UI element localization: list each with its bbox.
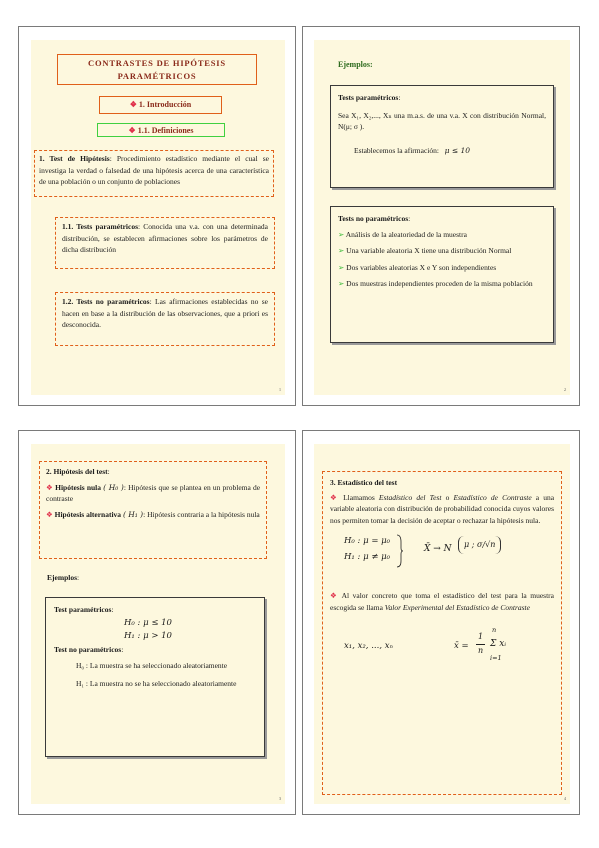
diamond-bullet-icon: ❖	[46, 482, 53, 492]
slide-3	[31, 444, 285, 804]
hypothesis-test-definition: 1. Test de Hipótesis: Procedimiento estadístico mediante el cual se investiga la verdad o falsedad de una hipótesis acerca de una característica de una población o un conjunto de poblaciones	[34, 150, 274, 197]
slide-1	[31, 40, 285, 395]
sample-mean-formula: x₁, x₂, ..., xₙ x̄ = 1 n n Σ xᵢ i=1	[344, 626, 507, 662]
page-number: 3	[279, 796, 281, 801]
parametric-tests-box: Tests paramétricos: Sea X₁, X₂,..., Xₙ una m.a.s. de una v.a. X con distribución Normal, N(μ; σ ). Establecemos la afirmación: μ ≤ 10	[330, 85, 554, 188]
page-4	[302, 430, 580, 815]
diamond-bullet-icon: ❖	[330, 591, 339, 600]
examples-box: Test paramétricos: H₀ : μ ≤ 10 H₁ : μ > 10 Test no paramétricos: H₀ : La muestra se ha seleccionado aleatoriamente H₁ : La muestra no se ha seleccionado aleatoriamente	[45, 597, 265, 757]
hypothesis-box: 2. Hipótesis del test: ❖ Hipótesis nula ( H₀ ): Hipótesis que se plantea en un problema de contraste ❖ Hipótesis alternativa ( H₁ ): Hipótesis contraria a la hipótesis nula	[39, 461, 267, 559]
list-item: ➢ Una variable aleatoria X tiene una distribución Normal	[338, 246, 512, 255]
hypotheses-formula: H₀ : μ = μ₀ H₁ : μ ≠ μ₀ X̄ → N μ ; σ/√n	[330, 532, 554, 584]
page-number: 1	[279, 387, 281, 392]
slide-2	[314, 40, 570, 395]
nonparametric-tests-definition: 1.2. Tests no paramétricos: Las afirmaciones establecidas no se hacen en base a la distribución de las observaciones, que a priori es desconocida.	[55, 292, 275, 346]
page-number: 2	[564, 387, 566, 392]
test-statistic-box: 3. Estadístico del test ❖ Llamamos Estadístico del Test o Estadístico de Contraste a una variable aleatoria con distribución de probabilidad conocida cuyos valores nos permiten tomar la decisión de aceptar o rechazar la hipótesis nula. H₀ : μ = μ₀ H₁ : μ ≠ μ₀ X̄ → N μ ; σ/√n ❖ Al valor concreto que toma el estadístico del test para la muestra escogida se llama Valor Experimental del Estadístico de Contraste x₁, x₂, ..., xₙ x̄ = 1 n n Σ xᵢ i=1	[322, 471, 562, 795]
page-3	[18, 430, 296, 815]
diamond-bullet-icon: ❖	[128, 126, 136, 135]
examples-heading: Ejemplos:	[338, 60, 373, 69]
arrow-bullet-icon: ➢	[338, 229, 345, 239]
subsection-definiciones: ❖ 1.1. Definiciones	[97, 123, 225, 137]
slide-4	[314, 444, 570, 804]
slide-title: CONTRASTES DE HIPÓTESIS PARAMÉTRICOS	[57, 54, 257, 85]
section-introduccion: ❖ 1. Introducción	[99, 96, 222, 114]
arrow-bullet-icon: ➢	[338, 262, 345, 272]
parametric-tests-definition: 1.1. Tests paramétricos: Conocida una v.a. con una determinada distribución, se establecen afirmaciones sobre los parámetros de dicha distribución	[55, 217, 275, 269]
page-number: 4	[564, 796, 566, 801]
diamond-bullet-icon: ❖	[129, 100, 137, 109]
arrow-bullet-icon: ➢	[338, 279, 345, 288]
list-item: ➢ Dos muestras independientes proceden de la misma población	[338, 279, 533, 288]
examples-heading: Ejemplos:	[47, 573, 80, 582]
arrow-bullet-icon: ➢	[338, 246, 345, 255]
diamond-bullet-icon: ❖	[46, 509, 53, 519]
list-item: ➢ Análisis de la aleatoriedad de la muestra	[338, 229, 467, 239]
nonparametric-tests-box: Tests no paramétricos: ➢ Análisis de la aleatoriedad de la muestra ➢ Una variable aleatoria X tiene una distribución Normal ➢ Dos variables aleatorias X e Y son independientes ➢ Dos muestras independientes proceden de la misma población	[330, 206, 554, 343]
list-item: ➢ Dos variables aleatorias X e Y son independientes	[338, 262, 497, 272]
page-1	[18, 26, 296, 406]
brace-icon	[396, 534, 404, 568]
diamond-bullet-icon: ❖	[330, 492, 339, 502]
page-2	[302, 26, 580, 406]
